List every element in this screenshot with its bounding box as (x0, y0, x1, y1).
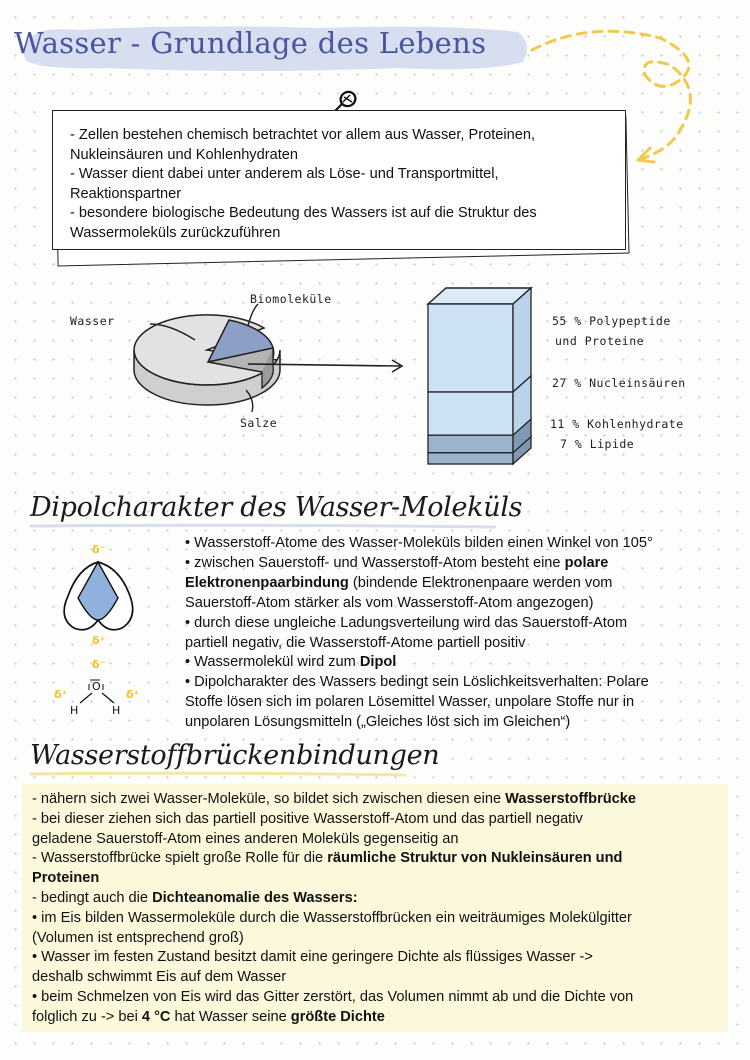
hb-line-segment: - nähern sich zwei Wasser-Moleküle, so bildet sich zwischen diesen eine (32, 791, 506, 807)
dipol-line-segment: (bindende Elektronenpaare werden vom (348, 574, 613, 591)
dipol-line-segment: • zwischen Sauerstoff- und Wasserstoff-Atom besteht eine (185, 554, 565, 571)
hb-line-segment: deshalb schwimmt Eis auf dem Wasser (32, 969, 287, 986)
intro-text (70, 126, 615, 244)
atom-hydrogen-left: H (70, 704, 79, 717)
stack-label-kohlenhydrate: 11 % Kohlenhydrate (550, 417, 684, 431)
dipol-line-segment: Dipol (359, 654, 397, 671)
intro-line: Nukleinsäuren und Kohlenhydraten (70, 146, 298, 163)
dipol-line-segment: Sauerstoff-Atom stärker als vom Wasserstoff-Atom angezogen) (185, 594, 594, 611)
dipol-line-segment: Stoffe lösen sich im polaren Lösemittel Wasser, unpolare Stoffe nur in (185, 694, 635, 711)
stack-segment-side (513, 288, 531, 392)
hb-line (32, 968, 732, 988)
hb-line-segment: Dichteanomalie des Wassers: (152, 889, 358, 906)
hb-line (32, 929, 732, 949)
hb-line (32, 849, 732, 869)
hb-line-segment: • im Eis bilden Wassermoleküle durch die Wasserstoffbrücken ein weiträumiges Molekülgitter (32, 909, 632, 926)
hb-line-segment: - Wasserstoffbrücke spielt große Rolle für die (32, 850, 328, 867)
stack-segment-front (428, 304, 513, 392)
dipol-line (185, 554, 730, 574)
dipol-line-segment: Elektronenpaarbindung (185, 574, 349, 591)
dipol-line (185, 594, 730, 614)
delta-minus-top: δ⁻ (92, 543, 106, 556)
delta-minus-small: δ⁻ (92, 658, 106, 671)
dipol-line-segment: • Wassermolekül wird zum (185, 654, 360, 671)
dipol-line (185, 653, 730, 673)
hb-heading-underline (26, 770, 416, 778)
dipol-line (185, 574, 730, 594)
dipol-line-segment: • durch diese ungleiche Ladungsverteilung wird das Sauerstoff-Atom (185, 614, 628, 631)
stack-label-lipide: 7 % Lipide (560, 437, 635, 451)
hb-line (32, 988, 732, 1008)
dipol-line-segment: polare (564, 554, 609, 571)
dipol-line (185, 713, 730, 733)
intro-line: Reaktionspartner (70, 185, 182, 202)
dipol-line-segment: • Wasserstoff-Atome des Wasser-Moleküls bilden einen Winkel von 105° (185, 535, 653, 551)
hb-line-segment: • beim Schmelzen von Eis wird das Gitter zerstört, das Volumen nimmt ab und die Dichte von (32, 988, 634, 1005)
hb-line-segment: 4 °C (141, 1008, 171, 1025)
hb-line (32, 810, 732, 830)
stack-label-proteine-1: 55 % Polypeptide (552, 314, 671, 328)
dipol-heading: Dipolcharakter des Wasser-Moleküls (30, 492, 523, 523)
pie-label-biomolekuele: Biomoleküle (250, 292, 332, 306)
dipol-line (185, 614, 730, 634)
hb-line-segment: folglich zu -> bei (32, 1008, 142, 1025)
dipol-list (185, 534, 730, 733)
pie-pointers (130, 300, 430, 430)
page-title: Wasser - Grundlage des Lebens (14, 26, 487, 60)
hb-line-segment: Wasserstoffbrücke (505, 791, 637, 807)
delta-plus-left: δ⁺ (54, 688, 68, 701)
intro-line: - Zellen bestehen chemisch betrachtet vor allem aus Wasser, Proteinen, (70, 127, 536, 143)
dipol-line (185, 693, 730, 713)
intro-line: - besondere biologische Bedeutung des Wassers ist auf die Struktur des (70, 205, 537, 222)
stack-segment-front (428, 435, 513, 453)
water-bonds (70, 676, 130, 710)
stack-label-proteine-2: und Proteine (555, 334, 645, 348)
hb-line-segment: hat Wasser seine (170, 1008, 291, 1025)
intro-line: - Wasser dient dabei unter anderem als Löse- und Transportmittel, (70, 166, 499, 183)
hb-line-segment: - bei dieser ziehen sich das partiell positive Wasserstoff-Atom und das partiell negativ (32, 810, 583, 827)
pie-label-wasser: Wasser (70, 314, 115, 328)
intro-line: Wassermoleküls zurückzuführen (70, 224, 281, 241)
hb-line-segment: geladene Sauerstoff-Atom eines anderen Moleküls gegenseitig an (32, 830, 459, 847)
hb-line-segment: Proteinen (32, 870, 100, 887)
delta-plus-right: δ⁺ (126, 688, 140, 701)
hb-line-segment: größte Dichte (290, 1008, 385, 1025)
hb-heading: Wasserstoffbrückenbindungen (30, 740, 440, 771)
hb-line-segment: räumliche Struktur von Nukleinsäuren und (327, 850, 623, 867)
hb-line-segment: • Wasser im festen Zustand besitzt damit eine geringere Dichte als flüssiges Wasser -> (32, 949, 593, 966)
biomolecule-stacked-bar (420, 278, 540, 478)
hb-line-segment: (Volumen ist entsprechend groß) (32, 929, 244, 946)
dipol-heading-underline (26, 522, 506, 530)
dipol-line (185, 534, 730, 554)
hb-line (32, 889, 732, 909)
dipol-line-segment: unpolaren Lösungsmitteln („Gleiches löst sich im Gleichen“) (185, 714, 571, 731)
dipol-line (185, 673, 730, 693)
stack-label-nucleinsaeuren: 27 % Nucleinsäuren (552, 376, 686, 390)
hb-line (32, 869, 732, 889)
delta-plus-bottom: δ⁺ (92, 634, 106, 647)
atom-hydrogen-right: H (112, 704, 121, 717)
stack-segment-front (428, 392, 513, 435)
hb-list (32, 790, 732, 1028)
hb-line (32, 948, 732, 968)
stack-segment-front (428, 453, 513, 464)
dipol-line-segment: • Dipolcharakter des Wassers bedingt sein Löslichkeitsverhalten: Polare (185, 674, 649, 691)
hb-line (32, 909, 732, 929)
hb-line (32, 1008, 732, 1028)
hb-line (32, 830, 732, 850)
pie-label-salze: Salze (240, 416, 278, 430)
dipol-line-segment: partiell negativ, die Wasserstoff-Atome partiell positiv (185, 634, 526, 651)
water-dipole-icon (60, 558, 140, 638)
dipol-line (185, 634, 730, 654)
hb-line-segment: - bedingt auch die (32, 889, 153, 906)
atom-oxygen: O (92, 680, 101, 693)
hb-line (32, 790, 732, 810)
